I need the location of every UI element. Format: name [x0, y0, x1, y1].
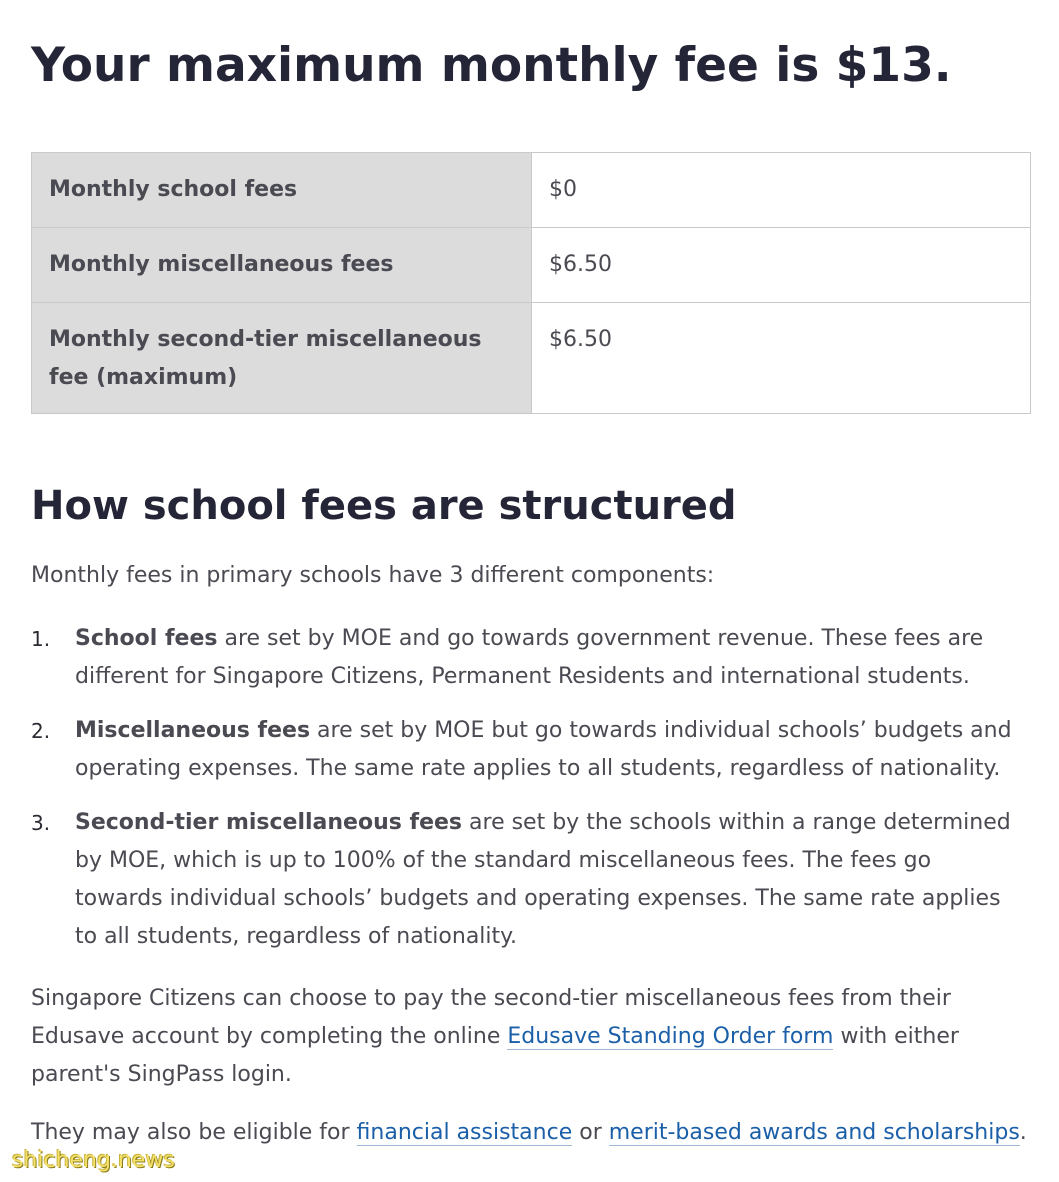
eligibility-paragraph: [31, 1114, 1031, 1152]
fee-label: Monthly miscellaneous fees: [32, 228, 532, 303]
page-title: Your maximum monthly fee is $13.: [31, 38, 952, 93]
list-item: [31, 620, 1021, 696]
fee-table: [31, 152, 1031, 414]
table-row: [32, 228, 1031, 303]
section-heading: How school fees are structured: [31, 483, 737, 529]
fee-label: Monthly school fees: [32, 153, 532, 228]
list-number: 1.: [31, 627, 51, 651]
item-term: School fees: [75, 626, 218, 651]
edusave-form-link[interactable]: Edusave Standing Order form: [507, 1024, 834, 1049]
paragraph-text: with either parent's SingPass login.: [31, 1024, 959, 1087]
item-term: Second-tier miscellaneous fees: [75, 810, 463, 835]
item-description: are set by MOE and go towards government revenue. These fees are different for Singapore Citizens, Permanent Residents and international students.: [75, 626, 984, 689]
financial-assistance-link[interactable]: financial assistance: [356, 1120, 573, 1145]
fee-value: $6.50: [532, 228, 1031, 303]
list-item: [31, 804, 1021, 956]
intro-text: Monthly fees in primary schools have 3 different components:: [31, 563, 715, 588]
paragraph-text: They may also be eligible for: [31, 1120, 357, 1145]
item-term: Miscellaneous fees: [75, 718, 311, 743]
list-number: 3.: [31, 811, 51, 835]
paragraph-text: or: [572, 1120, 609, 1145]
fee-value: $6.50: [532, 303, 1031, 414]
item-description: are set by the schools within a range determined by MOE, which is up to 100% of the standard miscellaneous fees. The fees go towards individual schools’ budgets and operating expenses. The same rate applies to all students, regardless of nationality.: [75, 810, 1011, 949]
table-row: [32, 303, 1031, 414]
fee-label: Monthly second-tier miscellaneous fee (maximum): [32, 303, 532, 414]
list-number: 2.: [31, 719, 51, 743]
list-item: [31, 712, 1021, 788]
awards-scholarships-link[interactable]: merit-based awards and scholarships: [608, 1120, 1020, 1145]
edusave-paragraph: [31, 980, 1031, 1094]
watermark: shicheng.news: [12, 1148, 175, 1173]
table-row: [32, 153, 1031, 228]
paragraph-text: Singapore Citizens can choose to pay the second-tier miscellaneous fees from their Edusave account by completing the online: [31, 986, 951, 1049]
fee-components-list: [31, 620, 1021, 972]
item-description: are set by MOE but go towards individual schools’ budgets and operating expenses. The same rate applies to all students, regardless of nationality.: [75, 718, 1012, 781]
fee-value: $0: [532, 153, 1031, 228]
paragraph-text: .: [1019, 1120, 1027, 1145]
